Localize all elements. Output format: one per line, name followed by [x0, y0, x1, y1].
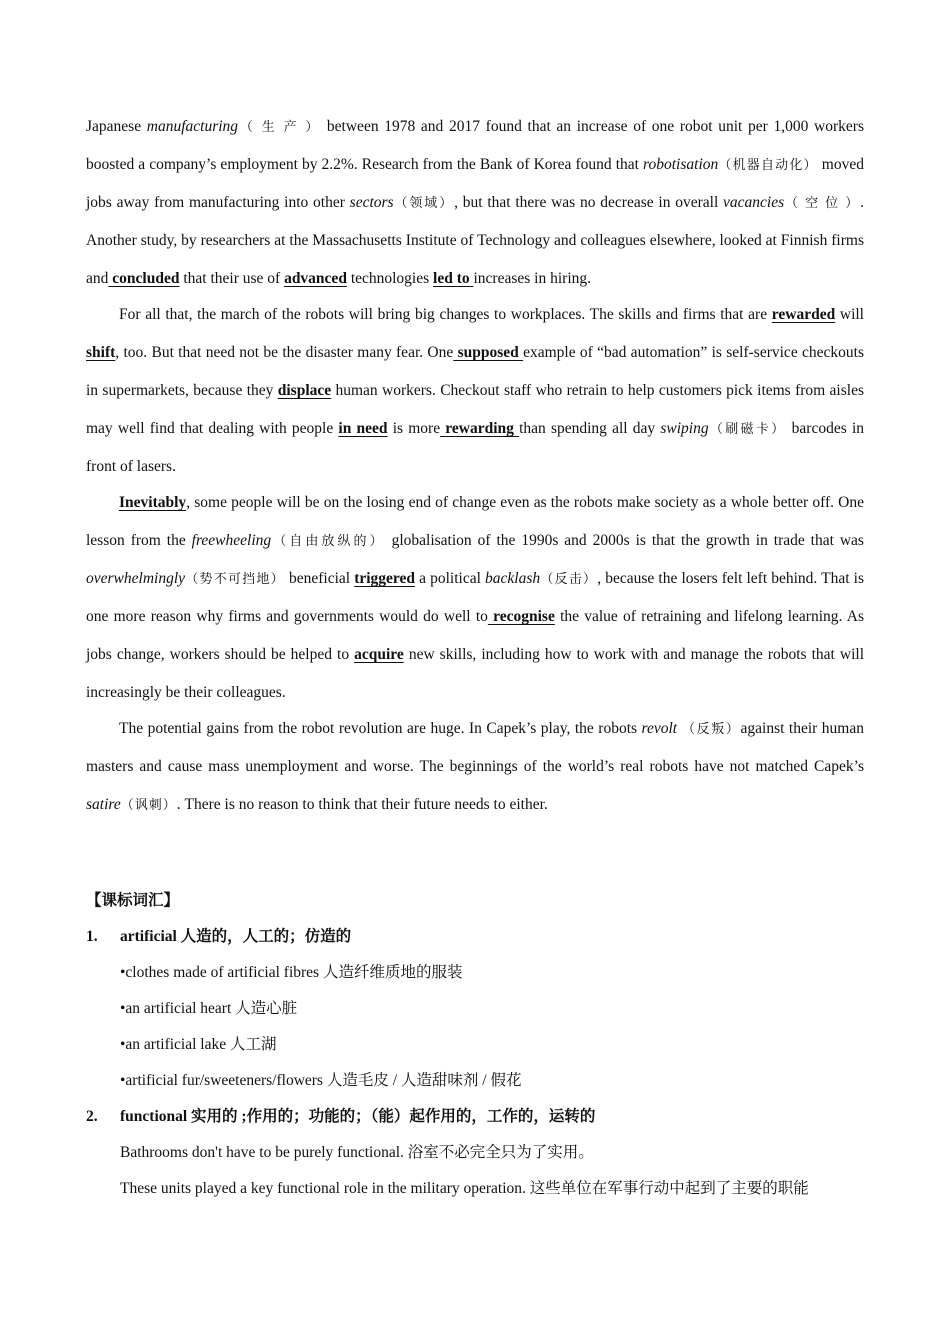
paragraph-1 [86, 108, 864, 298]
italic-term: robotisation [643, 156, 719, 173]
example-line: •artificial fur/sweeteners/flowers 人造毛皮 / 人造甜味剂 / 假花 [120, 1072, 522, 1089]
example-line: These units played a key functional role in the military operation. 这些单位在军事行动中起到了主要的职能 [120, 1180, 809, 1197]
keyword: recognise [487, 608, 555, 625]
text: Japanese [86, 118, 147, 135]
keyword: concluded [108, 270, 180, 287]
text: , too. But that need not be the disaster many fear. One [115, 344, 454, 361]
text: The potential gains from the robot revolution are huge. In Capek’s play, the robots [119, 720, 642, 737]
keyword: acquire [354, 646, 404, 663]
keyword: shift [86, 344, 116, 361]
vocab-entry-heading [86, 1099, 864, 1135]
text: new skills, including how to work with and manage the robots that will increasingly be their colleagues. [86, 646, 864, 701]
italic-term: backlash [485, 570, 541, 587]
chinese-gloss: （讽刺） [120, 797, 177, 812]
example-line: •an artificial lake 人工湖 [120, 1036, 277, 1053]
text: against their human masters and cause mass unemployment and worse. The beginnings of the world’s real robots have not matched Capek’s [86, 720, 864, 775]
keyword: triggered [354, 570, 416, 587]
chinese-gloss: （反叛） [677, 721, 741, 736]
keyword: rewarded [771, 306, 836, 323]
text: . There is no reason to think that their future needs to either. [176, 796, 548, 813]
text: that their use of [179, 270, 285, 287]
paragraph-3 [86, 484, 864, 712]
chinese-gloss: （ 生 产 ） [238, 119, 322, 134]
text: technologies [346, 270, 434, 287]
text: globalisation of the 1990s and 2000s is that the growth in trade that was [385, 532, 864, 549]
chinese-gloss: （反击） [540, 571, 598, 586]
text: human workers. Checkout staff who retrain to help customers pick items from aisles may well find that dealing with people [86, 382, 864, 437]
italic-term: satire [86, 796, 121, 813]
keyword: displace [277, 382, 332, 399]
text: . Another study, by researchers at the Massachusetts Institute of Technology and colleagues elsewhere, looked at Finnish firms and [86, 194, 864, 287]
chinese-gloss: （势不可挡地） [185, 571, 285, 586]
italic-term: sectors [349, 194, 394, 211]
italic-term: revolt [641, 720, 678, 737]
entry-headword: artificial 人造的，人工的；仿造的 [120, 928, 352, 945]
keyword: in need [338, 420, 388, 437]
text: increases in hiring. [473, 270, 592, 287]
text: a political [415, 570, 486, 587]
chinese-gloss: （ 空 位 ） [784, 195, 861, 210]
text: moved jobs away from manufacturing into other [86, 156, 864, 211]
example-line: •clothes made of artificial fibres 人造纤维质地的服装 [120, 964, 463, 981]
vocab-entry-heading [86, 919, 864, 955]
text: between 1978 and 2017 found that an increase of one robot unit per 1,000 workers boosted a company’s employment by 2.2%. Research from the Bank of Korea found that [86, 118, 864, 173]
entry-headword: functional 实用的 ;作用的；功能的；（能）起作用的，工作的，运转的 [120, 1108, 596, 1125]
paragraph-2 [86, 296, 864, 486]
keyword: supposed [453, 344, 524, 361]
italic-term: manufacturing [146, 118, 239, 135]
paragraph-4 [86, 710, 864, 824]
section-title: 【课标词汇】 [86, 892, 180, 909]
text: , because the losers felt left behind. That is one more reason why firms and governments would do well to [86, 570, 864, 625]
italic-term: overwhelmingly [86, 570, 186, 587]
keyword: Inevitably [119, 494, 187, 511]
text: beneficial [284, 570, 355, 587]
text: example of “bad automation” is self-service checkouts in supermarkets, because they [86, 344, 864, 399]
text: For all that, the march of the robots will bring big changes to workplaces. The skills and firms that are [119, 306, 772, 323]
article-body [86, 108, 864, 824]
entry-number: 1. [86, 928, 98, 945]
text: , some people will be on the losing end of change even as the robots make society as a whole better off. One lesson from the [86, 494, 864, 549]
example-line: •an artificial heart 人造心脏 [120, 1000, 298, 1017]
chinese-gloss: （自由放纵的） [271, 533, 386, 548]
example-line: Bathrooms don't have to be purely functional. 浴室不必完全只为了实用。 [120, 1144, 594, 1161]
entry-number: 2. [86, 1108, 98, 1125]
text: barcodes in front of lasers. [86, 420, 864, 475]
vocabulary-section [86, 883, 864, 1207]
chinese-gloss: （刷磁卡） [708, 421, 787, 436]
italic-term: freewheeling [191, 532, 272, 549]
italic-term: vacancies [723, 194, 785, 211]
keyword: led to [433, 270, 474, 287]
chinese-gloss: （机器自动化） [718, 157, 818, 172]
text: than spending all day [519, 420, 661, 437]
text: , but that there was no decrease in overall [454, 194, 724, 211]
italic-term: swiping [660, 420, 709, 437]
text: the value of retraining and lifelong learning. As jobs change, workers should be helped to [86, 608, 864, 663]
text: is more [387, 420, 441, 437]
keyword: advanced [284, 270, 347, 287]
chinese-gloss: （领域） [393, 195, 455, 210]
text: will [835, 306, 864, 323]
keyword: rewarding [440, 420, 520, 437]
